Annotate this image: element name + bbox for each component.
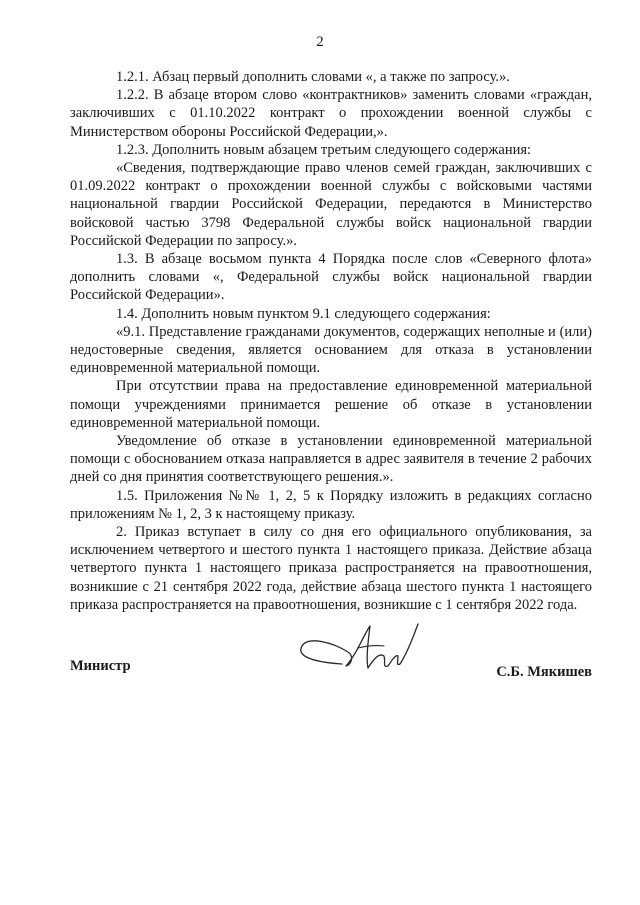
paragraph-uvedomlenie: Уведомление об отказе в установлении единовременной материальной помощи с обоснованием отказа направляется в адрес заявителя в течение 2 рабочих дней со дня принятия соответствующего решения.». <box>70 433 592 486</box>
paragraph-1-2-2: 1.2.2. В абзаце втором слово «контрактников» заменить словами «граждан, заключивших с 01.10.2022 контракт о прохождении военной службы с Министерством обороны Российской Федерации,». <box>70 87 592 140</box>
paragraph-1-2-3: 1.2.3. Дополнить новым абзацем третьим следующего содержания: <box>116 141 532 158</box>
paragraph-2: 2. Приказ вступает в силу со дня его официального опубликования, за исключением четвертого и шестого пункта 1 настоящего приказа. Действие абзаца четвертого пункта 1 настоящего приказа распространяется на правоотношения, возникшие с 21 сентября 2022 года, действие абзаца шестого пункта 1 настоящего приказа распространяется на правоотношения, возникшие с 1 сентября 2022 года. <box>70 524 592 613</box>
paragraph-otsutstvie-prava: При отсутствии права на предоставление единовременной материальной помощи учреждениями принимается решение об отказе в установлении единовременной материальной помощи. <box>70 378 592 431</box>
signatory-name: С.Б. Мякишев <box>496 664 592 680</box>
document-body <box>70 68 592 614</box>
paragraph-1-2-1: 1.2.1. Абзац первый дополнить словами «, а также по запросу.». <box>116 69 510 85</box>
paragraph-9-1: «9.1. Представление гражданами документов, содержащих неполные и (или) недостоверные сведения, является основанием для отказа в установлении единовременной материальной помощи. <box>70 323 592 377</box>
signature-block <box>70 612 592 692</box>
handwritten-signature <box>292 612 432 690</box>
page-number: 2 <box>316 34 324 50</box>
paragraph-1-3: 1.3. В абзаце восьмом пункта 4 Порядка после слов «Северного флота» дополнить словами «, Федеральной службы войск национальной гвардии Российской Федерации». <box>70 251 592 304</box>
paragraph-1-5: 1.5. Приложения №№ 1, 2, 5 к Порядку изложить в редакциях согласно приложениям № 1, 2, 3 к настоящему приказу. <box>70 487 592 522</box>
paragraph-quote-svedeniya: «Сведения, подтверждающие право членов семей граждан, заключивших с 01.09.2022 контракт о прохождении военной службы с войсковыми частями национальной гвардии Российской Федерации, передаются в Министерство войсковой частью 3798 Федеральной службы войск национальной гвардии Российской Федерации по запросу.». <box>70 160 592 249</box>
paragraph-1-4: 1.4. Дополнить новым пунктом 9.1 следующего содержания: <box>116 305 491 322</box>
signatory-title: Министр <box>70 658 131 674</box>
